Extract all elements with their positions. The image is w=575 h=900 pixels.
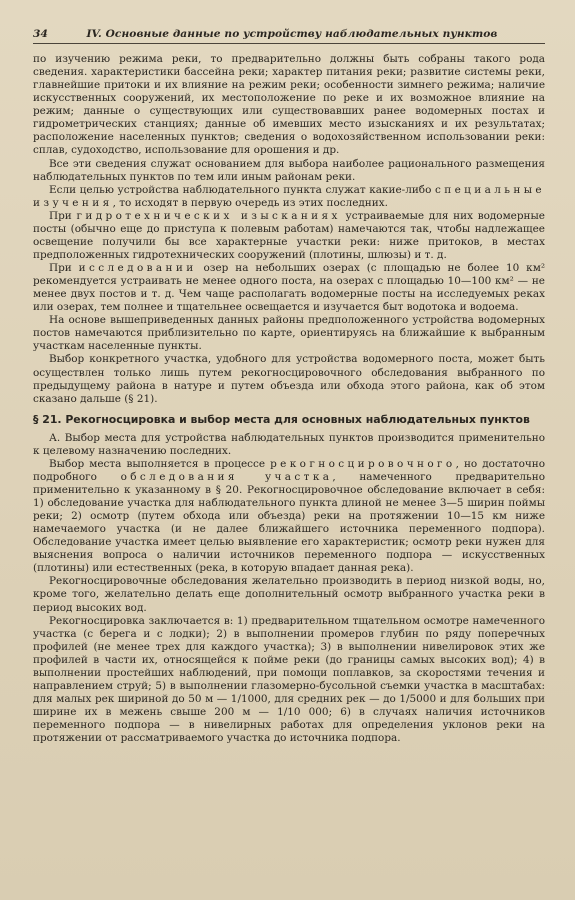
spaced-emphasis: специальные изучения bbox=[33, 183, 545, 209]
text-run: озер на небольших озерах (с площадью не более 10 км² рекомендуется устраивать не менее одного поста, на озерах с площадью 10—100 км² — не менее двух постов и т. д. Чем чаще располагать водомерные посты на исследуемых реках или озерах, тем полнее и тщательнее освещается и изучается быт водотока и водоема. bbox=[33, 262, 546, 314]
paragraph bbox=[33, 210, 545, 262]
spaced-emphasis: исследовании bbox=[78, 262, 197, 274]
paragraph: по изучению режима реки, то предварительно должны быть собраны такого рода сведения. характеристики бассейна реки; характер питания реки; развитие системы реки, главнейшие притоки и их влияние на режим реки; особенности зимнего режима; наличие искусственных сооружений, их местоположение по реке и их возможное влияние на режим; данные о существующих или существовавших ранее водомерных постах и гидрометрических станциях; данные об имевших место изысканиях и их результатах; расположение населенных пунктов; сведения о водохозяйственном использовании реки: сплав, судоходство, использование для орошения и др. bbox=[33, 53, 545, 157]
paragraph: Рекогносцировка заключается в: 1) предварительном тщательном осмотре намеченного участка (с берега и с лодки); 2) в выполнении промеров глубин по ряду поперечных профилей (не менее трех для каждого участка); 3) в выполнении нивелировок этих же профилей в части их, относящейся к пойме реки (до границы самых высоких вод); 4) в выполнении простейших наблюдений, при помощи поплавков, за скоростями течения и направлением струй; 5) в выполнении глазомерно-бусольной съемки участка в масштабах: для малых рек шириной до 50 м — 1/1000, для средних рек — до 1/5000 и для больших при ширине их в межень свыше 200 м — 1/10 000; 6) в случаях наличия источников переменного подпора — в нивелирных работах для определения уклонов реки на протяжении от рассматриваемого участка до источника подпора. bbox=[33, 614, 545, 745]
text-run: Выбор места выполняется в процессе bbox=[49, 457, 271, 470]
body-text bbox=[33, 53, 545, 745]
section-heading: § 21. Рекогносцировка и выбор места для основных наблюдательных пунктов bbox=[33, 412, 530, 426]
text-run: , намеченного предварительно применительно к указанному в § 20. Рекогносцировочное обследование включает в себя: 1) обследование участка для наблюдательного пункта длиной не менее 3—5 ширин поймы реки; 2) осмотр (путем обхода или объезда) реки на протяжении 10—15 км ниже намечаемого участка (и не далее ближайшего источника переменного подпора). Обследование участка имеет целью выявление его характеристик; осмотр реки нужен для выяснения вопроса о наличии источников переменного подпора — искусственных (плотины) или естественных (река, в которую впадает данная река). bbox=[33, 470, 545, 575]
text-run: устраиваемые для них водомерные посты (обычно еще до приступа к полевым работам) намечаются так, чтобы надлежащее освещение получили бы все характерные участки реки: ниже притоков, в местах предположенных гидротехнических сооружений (плотины, шлюзы) и т. д. bbox=[33, 209, 545, 261]
paragraph bbox=[33, 458, 545, 576]
spaced-emphasis: обследования участка bbox=[120, 470, 333, 483]
text-run: , но достаточно подробного bbox=[33, 457, 545, 483]
paragraph bbox=[33, 262, 545, 314]
text-run: , то исходят в первую очередь из этих последних. bbox=[112, 196, 388, 209]
spaced-emphasis: рекогносцировочного bbox=[270, 457, 456, 470]
running-header bbox=[33, 28, 545, 44]
text-run: Если целью устройства наблюдательного пункта служат какие-либо bbox=[49, 183, 435, 196]
paragraph: А. Выбор места для устройства наблюдательных пунктов производится применительно к целевому назначению последних. bbox=[33, 431, 545, 457]
text-run: При bbox=[49, 209, 77, 222]
paragraph: Все эти сведения служат основанием для выбора наиболее рационального размещения наблюдательных пунктов по тем или иным районам реки. bbox=[33, 157, 545, 183]
text-run: При bbox=[49, 262, 79, 274]
paragraph: Выбор конкретного участка, удобного для устройства водомерного поста, может быть осуществлен только лишь путем рекогносцировочного обследования выбранного по предыдущему района в натуре и путем объезда или обхода этого района, как об этом сказано дальше (§ 21). bbox=[33, 353, 545, 405]
spaced-emphasis: гидротехнических изысканиях bbox=[76, 209, 341, 222]
paragraph bbox=[33, 184, 545, 210]
paragraph: На основе вышеприведенных данных районы предположенного устройства водомерных постов намечаются приблизительно по карте, ориентируясь на ближайшие к выбранным участкам населенные пункты. bbox=[33, 314, 545, 353]
paragraph: Рекогносцировочные обследования желательно производить в период низкой воды, но, кроме того, желательно делать еще дополнительный осмотр выбранного участка реки в период высоких вод. bbox=[33, 575, 545, 614]
running-title: IV. Основные данные по устройству наблюдательных пунктов bbox=[86, 28, 498, 40]
page-number: 34 bbox=[33, 28, 48, 40]
